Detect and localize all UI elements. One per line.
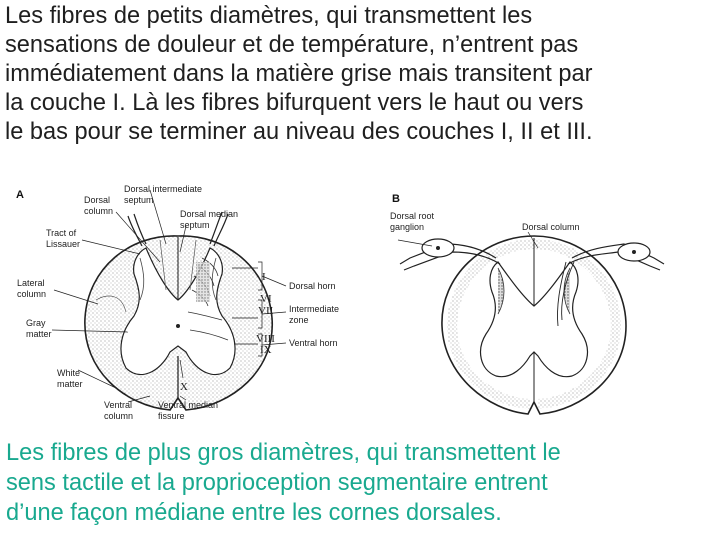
label-dorsal-column: Dorsal column — [84, 195, 114, 216]
label-tract-of-lissauer: Tract of Lissauer — [46, 228, 81, 249]
label-dorsal-intermediate-septum: Dorsal intermediate septum — [124, 184, 203, 205]
label-ventral-column: Ventral column — [104, 400, 134, 421]
intro-paragraph: Les fibres de petits diamètres, qui transmettent les sensations de douleur et de température, n’entrent pas immédiatement dans la matière grise mais transitent par la couche I. Là les fibres bifurquent vers le haut ou vers le bas pour se terminer au niveau des couches I, II et III. — [5, 3, 593, 145]
lamina-x: X — [180, 381, 188, 393]
lamina-viii: VIII — [256, 333, 275, 345]
lamina-vii: VII — [258, 305, 274, 317]
label-dorsal-root-ganglion: Dorsal root ganglion — [390, 211, 435, 232]
label-white-matter: White matter — [57, 368, 83, 389]
label-ventral-median-fissure: Ventral median fissure — [158, 400, 219, 421]
label-dorsal-column-b: Dorsal column — [522, 222, 580, 232]
label-gray-matter: Gray matter — [26, 318, 52, 339]
figure-b — [390, 193, 664, 414]
figure-a-panel-label: A — [16, 189, 24, 201]
closing-paragraph: Les fibres de plus gros diamètres, qui transmettent le sens tactile et la proprioception segmentaire entrent d’une façon médiane entre les cornes dorsales. — [6, 440, 561, 526]
figure-b-panel-label: B — [392, 193, 400, 205]
label-intermediate-zone: Intermediate zone — [289, 304, 340, 325]
label-ventral-horn: Ventral horn — [289, 338, 338, 348]
label-dorsal-horn: Dorsal horn — [289, 281, 336, 291]
label-dorsal-median-septum: Dorsal median septum — [180, 209, 239, 230]
lamina-ix: IX — [260, 344, 272, 356]
lamina-vi: VI — [260, 293, 272, 305]
label-lateral-column: Lateral column — [17, 278, 47, 299]
lamina-i: I — [262, 271, 266, 283]
figure-a — [16, 184, 342, 421]
